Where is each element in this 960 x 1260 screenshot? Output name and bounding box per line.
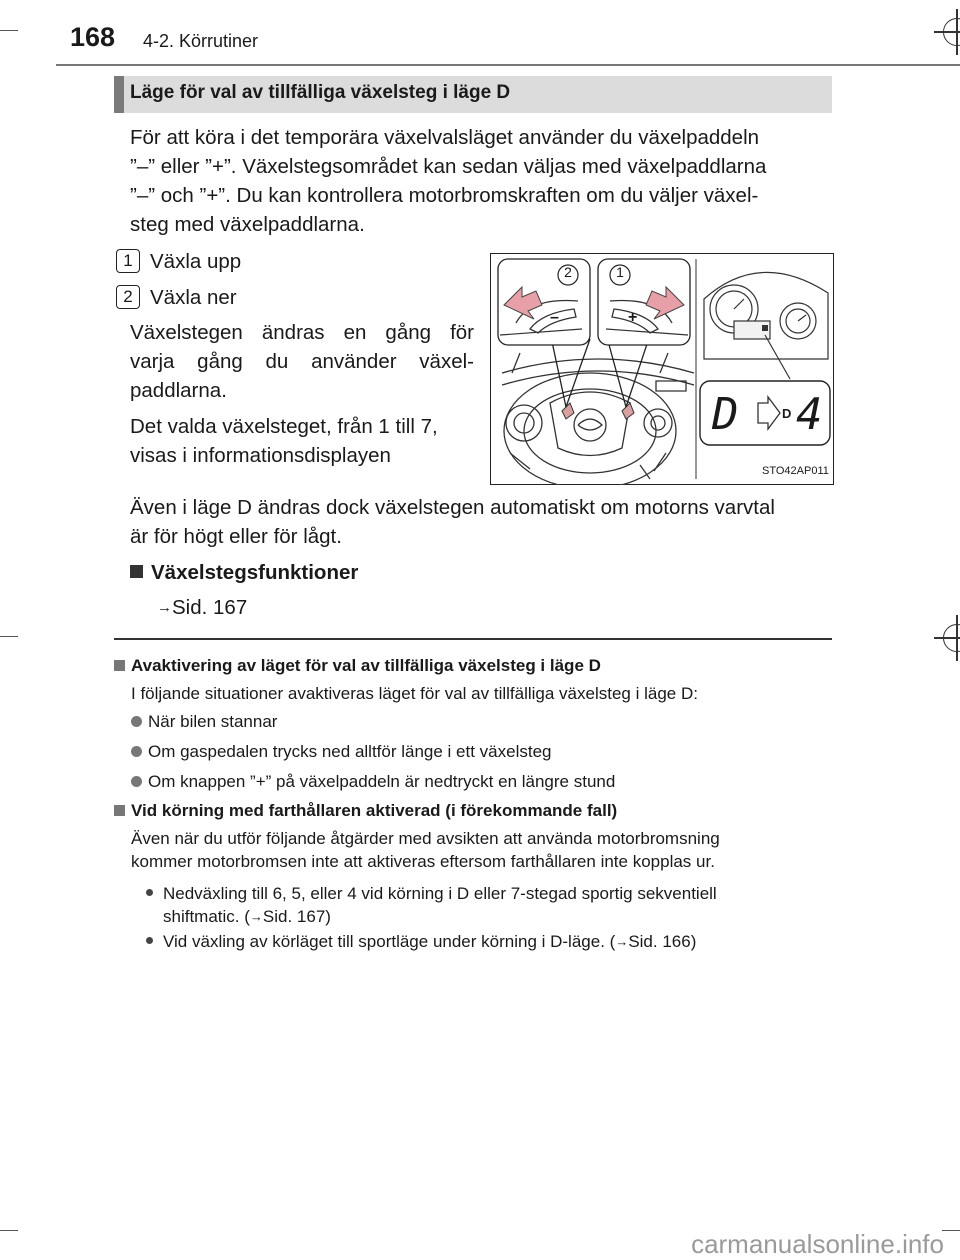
functions-heading (130, 558, 358, 587)
bullet-item (131, 740, 552, 763)
bullet-text: När bilen stannar (148, 712, 278, 731)
intro-line: ”–” och ”+”. Du kan kontrollera motorbromskraften om du väljer växel- (130, 184, 759, 207)
heading-square-icon (114, 805, 125, 816)
registration-mark (943, 624, 960, 652)
functions-heading-text: Växelstegsfunktioner (151, 561, 359, 584)
crop-mark (942, 1230, 960, 1231)
list-item-shift-up (116, 247, 241, 276)
cruise-bullet-2 (146, 930, 696, 953)
paddle-minus-label: – (550, 309, 559, 326)
bullet-dot-icon (146, 937, 153, 944)
registration-mark (943, 18, 960, 46)
display-mode-label: D (782, 406, 792, 421)
bullet-item (131, 770, 615, 793)
figure-code: STO42AP011 (762, 465, 829, 477)
deactivation-intro: I följande situationer avaktiveras läget för val av tillfälliga växelsteg i läge D: (131, 684, 698, 703)
paddle-plus-label: + (628, 309, 638, 326)
intro-line: ”–” eller ”+”. Växelstegsområdet kan sedan väljas med växelpaddlarna (130, 155, 767, 178)
cruise-bullet-1-cont (163, 905, 331, 928)
arrow-right-icon: → (157, 599, 172, 616)
bullet-dot-icon (146, 889, 153, 896)
display-gear-from: D (712, 389, 739, 440)
page-reference-link[interactable]: Sid. 167 (172, 596, 248, 619)
bullet-dot-icon (131, 716, 142, 727)
section-title: Läge för val av tillfälliga växelsteg i läge D (130, 82, 511, 103)
item2-description (130, 318, 474, 405)
bullet-text: ) (690, 932, 697, 951)
item-number-badge: 1 (116, 249, 140, 273)
crop-mark (0, 636, 18, 637)
footer-watermark: carmanualsonline.info (691, 1229, 944, 1259)
note-line: Även i läge D ändras dock växelstegen automatiskt om motorns varvtal (130, 496, 775, 519)
bullet-text: Vid växling av körläget till sportläge under körning i D-läge. ( (163, 932, 616, 951)
note-line: är för högt eller för lågt. (130, 525, 342, 548)
functions-reference[interactable] (157, 593, 247, 622)
bullet-text: ) (325, 907, 331, 926)
intro-line: kommer motorbromsen inte att aktiveras eftersom farthållaren inte kopplas ur. (131, 852, 715, 871)
bullet-text: Om knappen ”+” på växelpaddeln är nedtryckt en längre stund (148, 772, 616, 791)
intro-line: För att köra i det temporära växelvalsläget använder du växelpaddeln (130, 126, 760, 149)
item-number-badge: 2 (116, 285, 140, 309)
section-marker (114, 76, 124, 113)
section-title-bar (114, 76, 832, 113)
cruise-heading-text: Vid körning med farthållaren aktiverad (i förekommande fall) (131, 801, 618, 820)
desc-line: Växelstegen ändras en gång för (130, 321, 474, 344)
heading-square-icon (130, 565, 143, 578)
notes-divider (114, 638, 832, 640)
display-note (130, 412, 474, 470)
page-reference-link[interactable]: Sid. 166 (628, 932, 691, 951)
chapter-title: 4-2. Körrutiner (143, 31, 259, 51)
cruise-bullet-1 (146, 882, 717, 905)
callout-2-label: 2 (564, 264, 572, 280)
desc-line: varja gång du använder växel- (130, 350, 474, 373)
deactivation-heading-text: Avaktivering av läget för val av tillfälliga växelsteg i läge D (131, 656, 601, 675)
arrow-right-icon: → (615, 934, 629, 949)
intro-line: Även när du utför följande åtgärder med avsikten att använda motorbromsning (131, 829, 720, 848)
cruise-heading (114, 799, 617, 822)
header-rule (56, 64, 960, 66)
page-reference-link[interactable]: Sid. 167 (262, 907, 326, 926)
bullet-dot-icon (131, 746, 142, 757)
crop-mark (0, 1230, 18, 1231)
bullet-dot-icon (131, 776, 142, 787)
item-label: Växla ner (150, 286, 237, 309)
deactivation-heading (114, 654, 601, 677)
bullet-text: Om gaspedalen trycks ned alltför länge i ett växelsteg (148, 742, 552, 761)
auto-shift-note (130, 493, 830, 551)
callout-1-label: 1 (616, 264, 624, 280)
item-label: Växla upp (150, 250, 242, 273)
figure-illustration (490, 253, 834, 485)
desc-line: paddlarna. (130, 379, 227, 402)
page-number: 168 (70, 22, 116, 52)
bullet-text: shiftmatic. ( (163, 907, 250, 926)
note-line: visas i informationsdisplayen (130, 444, 391, 467)
intro-paragraph (130, 123, 830, 239)
cruise-intro (131, 827, 720, 873)
note-line: Det valda växelsteget, från 1 till 7, (130, 415, 438, 438)
bullet-text: Nedväxling till 6, 5, eller 4 vid körning i D eller 7-stegad sportig sekventiell (163, 884, 717, 903)
list-item-shift-down (116, 283, 237, 312)
arrow-right-icon: → (249, 909, 263, 924)
intro-line: steg med växelpaddlarna. (130, 213, 365, 236)
display-gear-to: 4 (796, 389, 823, 440)
heading-square-icon (114, 660, 125, 671)
crop-mark (0, 30, 18, 31)
paddle-shift-figure (490, 253, 834, 485)
bullet-item (131, 710, 277, 733)
